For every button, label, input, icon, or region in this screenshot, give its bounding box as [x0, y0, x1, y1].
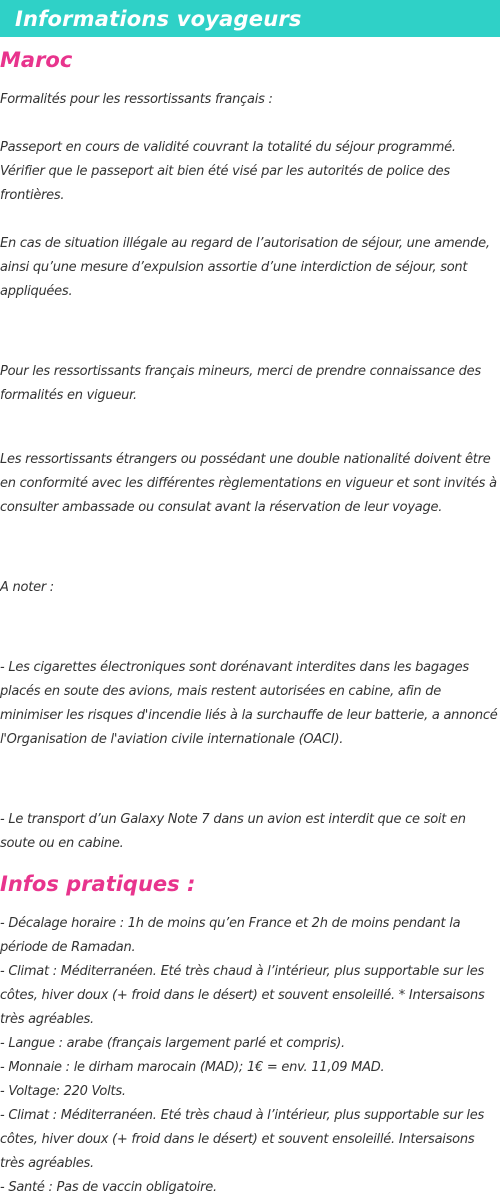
- section-header: [0, 0, 500, 37]
- minors-notice: Pour les ressortissants français mineurs, merci de prendre connaissance des formalités en vigueur.: [0, 364, 481, 403]
- note-galaxy: - Le transport d’un Galaxy Note 7 dans un avion est interdit que ce soit en soute ou en cabine.: [0, 812, 466, 851]
- list-item-climate: - Climat : Méditerranéen. Eté très chaud à l’intérieur, plus supportable sur les côtes, hiver doux (+ froid dans le désert) et souvent ensoleillé. * Intersaisons très agréables.: [0, 964, 485, 1027]
- note-label: A noter :: [0, 580, 54, 595]
- list-item-timezone: - Décalage horaire : 1h de moins qu’en France et 2h de moins pendant la période de Ramadan.: [0, 916, 461, 955]
- formalities-intro: Formalités pour les ressortissants français :: [0, 92, 273, 107]
- practical-info-list: [0, 912, 500, 1200]
- list-item-language: - Langue : arabe (français largement parlé et compris).: [0, 1036, 345, 1051]
- list-item-health: - Santé : Pas de vaccin obligatoire.: [0, 1180, 217, 1195]
- country-title: Maroc: [0, 48, 73, 72]
- list-item-voltage: - Voltage: 220 Volts.: [0, 1084, 126, 1099]
- illegal-stay-notice: En cas de situation illégale au regard de l’autorisation de séjour, une amende, ainsi qu’une mesure d’expulsion assortie d’une interdiction de séjour, sont appliquées.: [0, 236, 490, 299]
- practical-info-title: Infos pratiques :: [0, 872, 196, 896]
- section-header-title: Informations voyageurs: [15, 6, 302, 31]
- list-item-currency: - Monnaie : le dirham marocain (MAD); 1€ = env. 11,09 MAD.: [0, 1060, 385, 1075]
- note-cigarettes: - Les cigarettes électroniques sont dorénavant interdites dans les bagages placés en soute des avions, mais restent autorisées en cabine, afin de minimiser les risques d'incendie liés à la surchauffe de leur batterie, a annoncé l'Organisation de l'aviation civile internationale (OACI).: [0, 660, 498, 747]
- passport-requirement: Passeport en cours de validité couvrant la totalité du séjour programmé. Vérifier que le passeport ait bien été visé par les autorités de police des frontières.: [0, 140, 456, 203]
- foreigners-notice: Les ressortissants étrangers ou possédant une double nationalité doivent être en conformité avec les différentes règlementations en vigueur et sont invités à consulter ambassade ou consulat avant la réservation de leur voyage.: [0, 452, 497, 515]
- list-item-climate-repeat: - Climat : Méditerranéen. Eté très chaud à l’intérieur, plus supportable sur les côtes, hiver doux (+ froid dans le désert) et souvent ensoleillé. Intersaisons très agréables.: [0, 1108, 484, 1171]
